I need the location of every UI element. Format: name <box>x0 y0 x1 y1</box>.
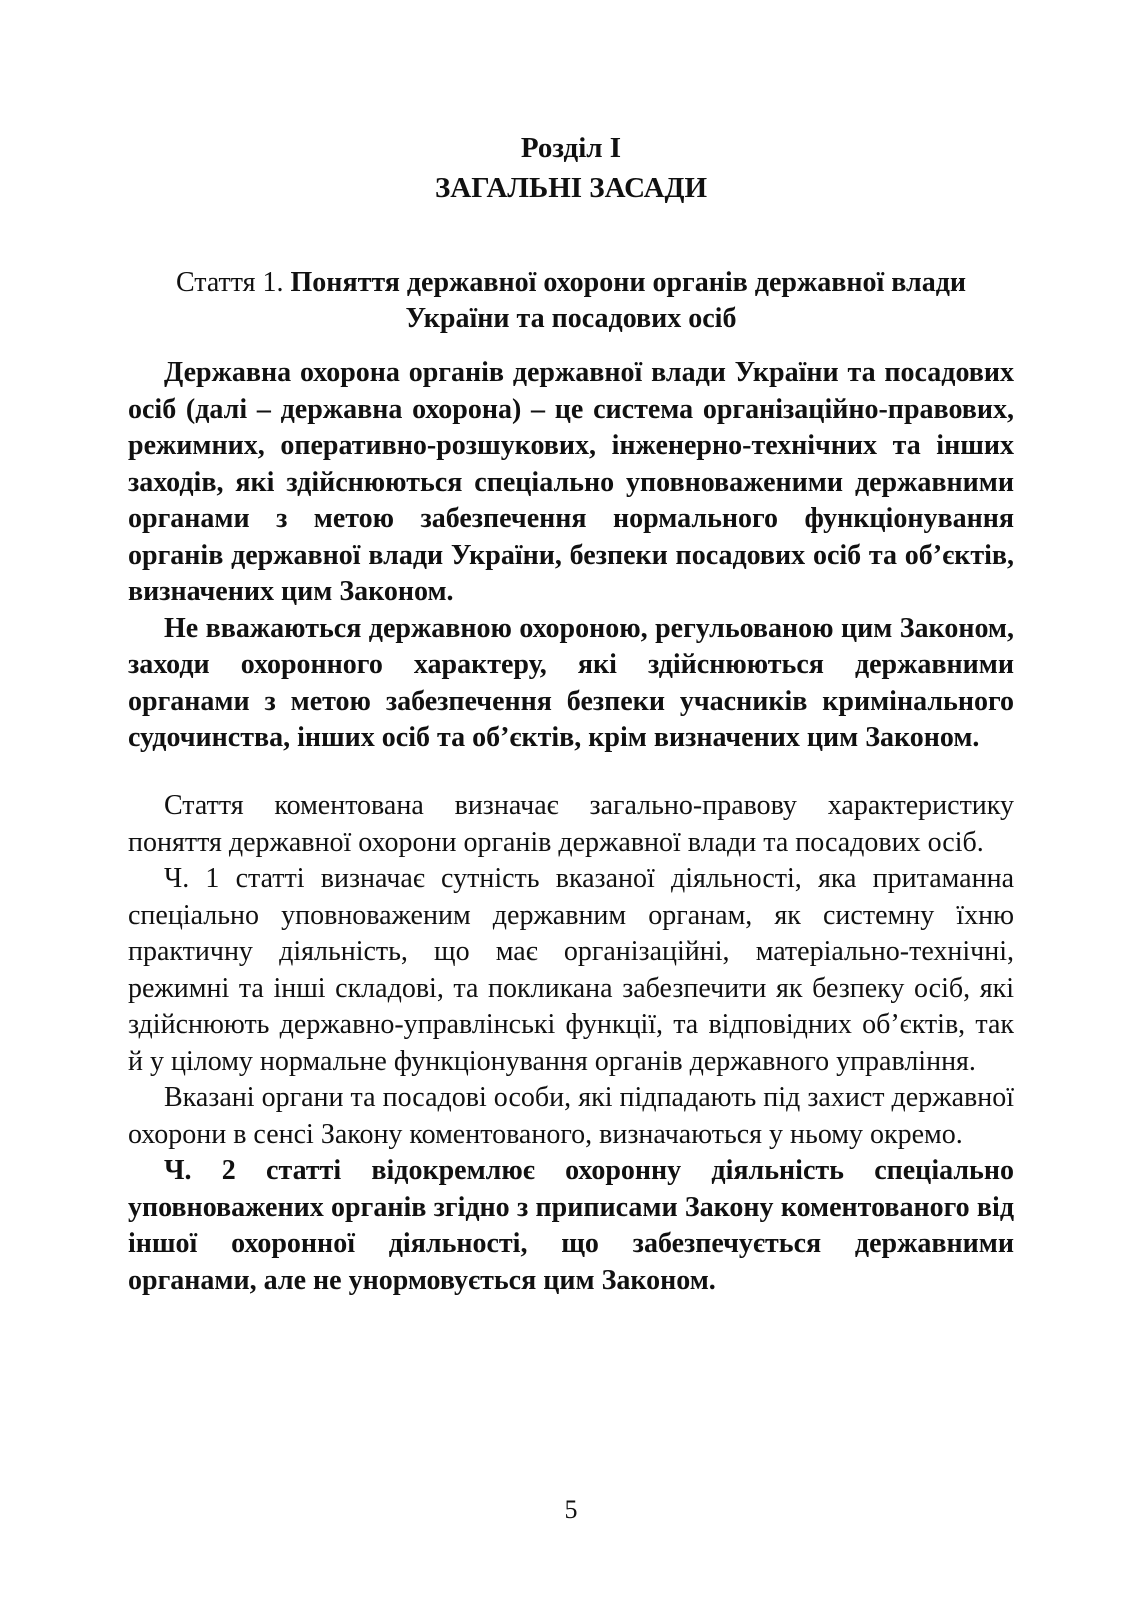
page-number: 5 <box>564 1495 578 1524</box>
article-prefix: Стаття 1. <box>175 267 284 298</box>
article-title: Поняття державної охорони органів державної влади України та посадових осіб <box>290 267 967 334</box>
law-text <box>128 355 1014 757</box>
article-heading <box>128 265 1014 337</box>
section-heading <box>0 128 1142 208</box>
commentary-paragraph: Ч. 2 статті відокремлює охоронну діяльність спеціально уповноважених органів згідно з приписами Закону коментованого від іншої охоронної діяльності, що забезпечується державними органами, але не унормовується цим Законом. <box>128 1155 1014 1296</box>
commentary-paragraph: Ч. 1 статті визначає сутність вказаної діяльності, яка притаманна спеціально уповноваженим державним органам, як системну їхню практичну діяльність, що має організаційні, матеріально-технічні, режимні та інші складові, та покликана забезпечити як безпеку осіб, які здійснюють державно-управлінські функції, та відповідних об’єктів, так й у цілому нормальне функціонування органів державного управління. <box>128 863 1014 1077</box>
law-paragraph: Державна охорона органів державної влади України та посадових осіб (далі – державна охорона) – це система організаційно-правових, режимних, оперативно-розшукових, інженерно-технічних та інших заходів, які здійснюються спеціально уповноваженими державними органами з метою забезпечення нормального функціонування органів державної влади України, безпеки посадових осіб та об’єктів, визначених цим Законом. <box>128 357 1014 607</box>
section-number: Розділ I <box>520 132 622 164</box>
commentary-paragraph: Вказані органи та посадові особи, які підпадають під захист державної охорони в сенсі Закону коментованого, визначаються у ньому окремо. <box>128 1082 1014 1150</box>
commentary-paragraph: Стаття коментована визначає загально-правову характеристику поняття державної охорони органів державної влади та посадових осіб. <box>128 790 1014 858</box>
law-paragraph: Не вважаються державною охороною, регульованою цим Законом, заходи охоронного характеру, які здійснюються державними органами з метою забезпечення безпеки учасників кримінального судочинства, інших осіб та об’єктів, крім визначених цим Законом. <box>128 612 1014 753</box>
section-title: ЗАГАЛЬНІ ЗАСАДИ <box>434 172 708 204</box>
commentary <box>128 788 1014 1299</box>
